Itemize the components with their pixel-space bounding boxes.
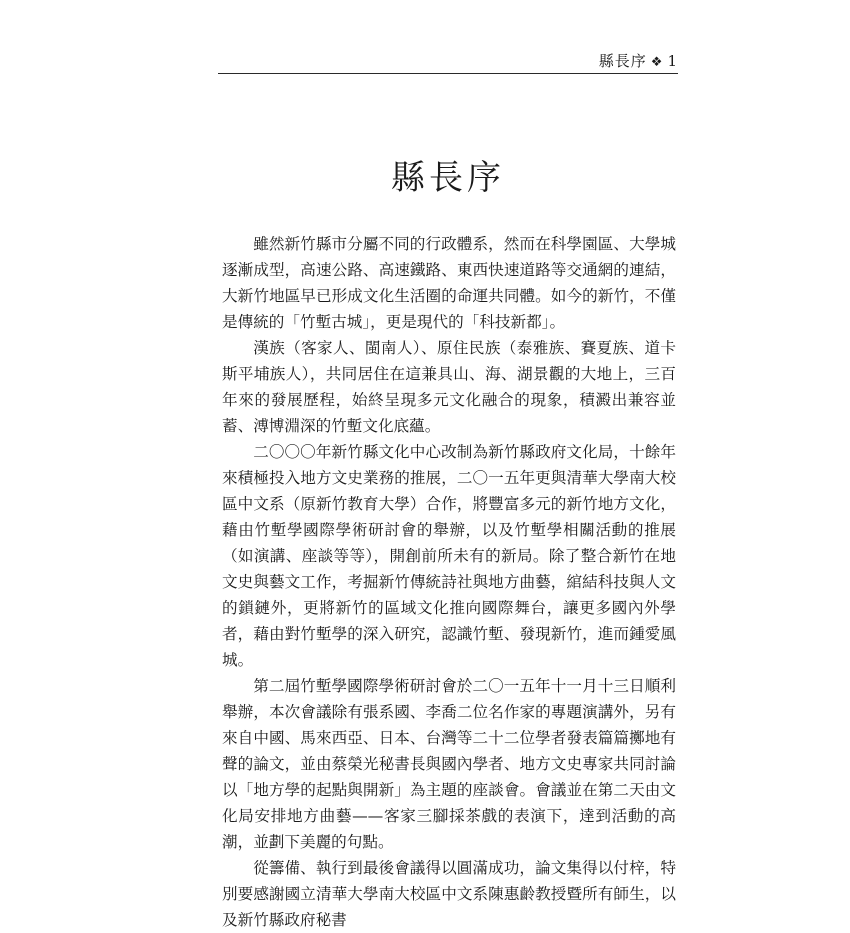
body-text: [222, 231, 676, 933]
paragraph-4: 第二屆竹塹學國際學術研討會於二〇一五年十一月十三日順利舉辦，本次會議除有張系國、李喬二位名作家的專題演講外，另有來自中國、馬來西亞、日本、台灣等二十二位學者發表篇篇擲地有聲的論文，並由蔡榮光秘書長與國內學者、地方文史專家共同討論以「地方學的起點與開新」為主題的座談會。會議並在第二天由文化局安排地方曲藝——客家三腳採茶戲的表演下，達到活動的高潮，並劃下美麗的句點。: [222, 677, 676, 851]
paragraph-1: 雖然新竹縣市分屬不同的行政體系，然而在科學園區、大學城逐漸成型，高速公路、高速鐵路、東西快速道路等交通網的連結，大新竹地區早已形成文化生活圈的命運共同體。如今的新竹，不僅是傳統的「竹塹古城」，更是現代的「科技新都」。: [222, 235, 676, 331]
running-title: 縣長序: [598, 52, 647, 70]
page-title: 縣長序: [391, 158, 505, 198]
page-number: 1: [667, 52, 678, 70]
paragraph-5: 從籌備、執行到最後會議得以圓滿成功，論文集得以付梓，特別要感謝國立清華大學南大校區中文系陳惠齡教授暨所有師生，以及新竹縣政府秘書: [222, 859, 676, 929]
ornament-icon: ❖: [650, 55, 664, 70]
header-rule: [218, 73, 678, 74]
paragraph-3: 二〇〇〇年新竹縣文化中心改制為新竹縣政府文化局，十餘年來積極投入地方文史業務的推展，二〇一五年更與清華大學南大校區中文系（原新竹教育大學）合作，將豐富多元的新竹地方文化，藉由竹塹學國際學術研討會的舉辦，以及竹塹學相關活動的推展（如演講、座談等等），開創前所未有的新局。除了整合新竹在地文史與藝文工作，考掘新竹傳統詩社與地方曲藝，綰結科技與人文的鎖鏈外，更將新竹的區域文化推向國際舞台，讓更多國內外學者，藉由對竹塹學的深入研究，認識竹塹、發現新竹，進而鍾愛風城。: [222, 443, 676, 669]
paragraph-2: 漢族（客家人、閩南人）、原住民族（泰雅族、賽夏族、道卡斯平埔族人），共同居住在這兼具山、海、湖景觀的大地上，三百年來的發展歷程，始終呈現多元文化融合的現象，積澱出兼容並蓄、溥博淵深的竹塹文化底蘊。: [222, 339, 676, 435]
running-header: [218, 50, 678, 72]
